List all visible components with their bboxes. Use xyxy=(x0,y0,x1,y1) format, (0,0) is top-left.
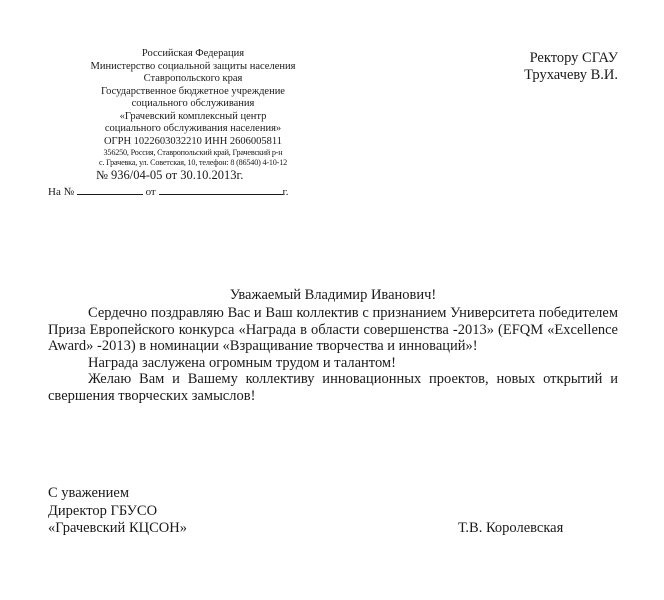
letterhead-line: социального обслуживания xyxy=(131,98,255,109)
body-paragraph: Сердечно поздравляю Вас и Ваш коллектив с признанием Университета победителем Приза Европейского конкурса «Награда в области совершенства -2013» (EFQM «Excellence Award» -2013) в номинации «Взращивание творчества и инноваций»! xyxy=(48,305,618,355)
letterhead-line: Российская Федерация xyxy=(141,48,245,59)
letterhead-address-line: 356250, Россия, Ставропольский край, Грачевский р-н xyxy=(103,148,283,157)
salutation: Уважаемый Владимир Иванович! xyxy=(229,287,437,303)
letterhead xyxy=(48,48,338,199)
letterhead-address-line: с. Грачевка, ул. Советская, 10, телефон: 8 (86540) 4-10-12 xyxy=(99,158,287,167)
addressee xyxy=(458,50,618,84)
signer-organization: «Грачевский КЦСОН» xyxy=(48,520,187,536)
signer-position: Директор ГБУСО xyxy=(48,502,158,519)
outgoing-number: № 936/04-05 от 30.10.2013г. xyxy=(96,168,244,182)
closing-phrase: С уважением xyxy=(48,485,130,501)
letterhead-line: Ставропольского края xyxy=(143,73,243,84)
body-paragraph: Желаю Вам и Вашему коллективу инновационных проектов, новых открытий и свершения творческих замыслов! xyxy=(48,371,618,404)
reference-line xyxy=(48,184,338,199)
body-paragraph: Награда заслужена огромным трудом и талантом! xyxy=(88,354,396,371)
reference-middle: от xyxy=(145,186,156,198)
reference-date-blank xyxy=(159,184,283,195)
reference-prefix: На № xyxy=(48,186,75,198)
letterhead-line: Государственное бюджетное учреждение xyxy=(101,85,285,97)
reference-number-blank xyxy=(77,184,143,195)
addressee-name: Трухачеву В.И. xyxy=(524,67,618,83)
reference-suffix: г. xyxy=(282,186,289,198)
addressee-title: Ректору СГАУ xyxy=(529,50,618,66)
letterhead-line: социального обслуживания населения» xyxy=(104,123,282,134)
letterhead-registration: ОГРН 1022603032210 ИНН 2606005811 xyxy=(103,135,283,147)
letter-body xyxy=(48,305,618,405)
signature-block xyxy=(48,485,187,538)
signer-name: Т.В. Королевская xyxy=(458,520,564,536)
letterhead-line: Министерство социальной защиты населения xyxy=(90,60,296,72)
letterhead-line: «Грачевский комплексный центр xyxy=(119,110,267,122)
